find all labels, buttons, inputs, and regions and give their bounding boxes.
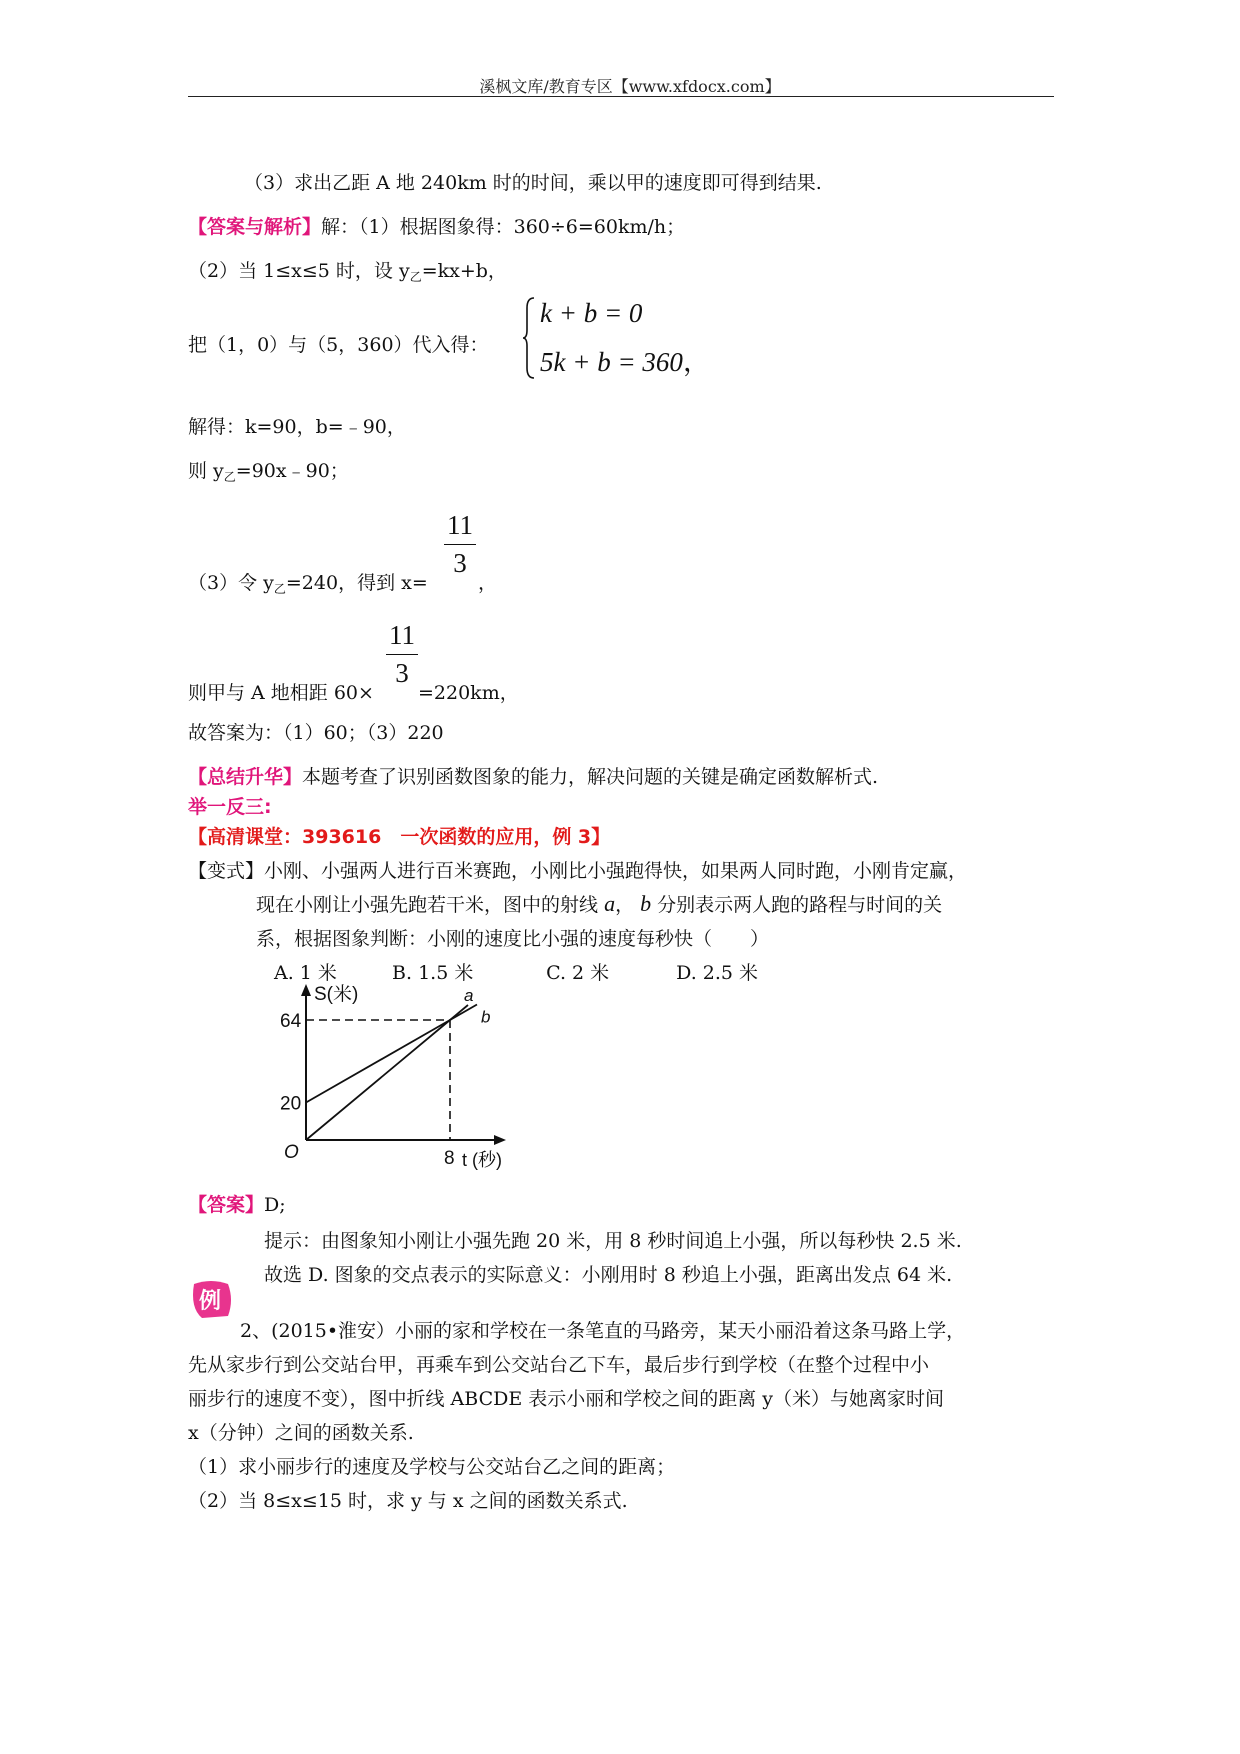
fraction-11-over-3: [382, 620, 422, 689]
choice-a: A. 1 米: [274, 962, 337, 984]
answer-analysis-tag: 【答案与解析】: [188, 216, 322, 238]
example-badge-label: 例: [199, 1289, 222, 1314]
variable-separator: ，: [615, 894, 635, 916]
fraction-11-over-3: [440, 510, 480, 579]
hint-line-1: 提示：由图象知小刚让小强先跑 20 米，用 8 秒时间追上小强，所以每秒快 2.5 米.: [264, 1230, 962, 1252]
example-line-4: x（分钟）之间的函数关系.: [188, 1422, 414, 1444]
y-tick-label: 20: [280, 1093, 302, 1115]
left-brace-icon: [522, 296, 536, 380]
fraction-numerator: 11: [447, 510, 473, 540]
subscript-yi: 乙: [409, 270, 422, 284]
variant-line-2-rest: 分别表示两人跑的路程与时间的关: [657, 894, 943, 916]
variant-line-2-text: 现在小刚让小强先跑若干米，图中的射线: [256, 894, 599, 916]
summary-line: [188, 762, 878, 789]
distance-time-chart: [280, 980, 506, 1170]
y-tick-label: 64: [280, 1011, 302, 1032]
variant-line-2: [256, 890, 942, 917]
answer-step-3: [188, 568, 428, 595]
question-1: （1）求小丽步行的速度及学校与公交站台乙之间的距离；: [188, 1456, 676, 1478]
series-line-a: [306, 1005, 468, 1140]
choice-d: D. 2.5 米: [676, 962, 759, 984]
solve-result: 解得：k=90，b=﹣90，: [188, 416, 406, 438]
substitution-line: 把（1，0）与（5，360）代入得：: [188, 334, 489, 356]
answer-step-2-text: （2）当 1≤x≤5 时，设 y: [188, 260, 410, 282]
fraction-denominator: 3: [453, 548, 467, 578]
answer-tag: 【答案】: [188, 1194, 265, 1216]
x-axis-arrow-icon: [494, 1135, 506, 1145]
example-badge-icon: [188, 1280, 234, 1320]
answer-step-3-text: （3）令 y: [188, 572, 274, 594]
x-axis-label: t (秒): [462, 1150, 502, 1170]
choice-c: C. 2 米: [546, 962, 610, 984]
summary-text: 本题考查了识别函数图象的能力，解决问题的关键是确定函数解析式.: [302, 766, 879, 788]
choice-b: B. 1.5 米: [392, 962, 474, 984]
series-label-a: a: [464, 986, 474, 1005]
header-rule: [188, 96, 1054, 97]
fraction-bar: [444, 544, 476, 545]
subscript-yi: 乙: [223, 470, 236, 484]
equation-1: k + b = 0: [540, 298, 643, 328]
fraction-bar: [386, 654, 418, 655]
function-result: [188, 456, 349, 483]
distance-result-value: =220km，: [418, 682, 519, 704]
fraction-denominator: 3: [395, 658, 409, 688]
hd-class-heading: 【高清课堂：393616 一次函数的应用，例 3】: [188, 826, 611, 848]
answer-step-2: [188, 256, 507, 283]
distance-result-text: 则甲与 A 地相距 60×: [188, 682, 374, 704]
function-result-text: 则 y: [188, 460, 224, 482]
final-answer: 故答案为：（1）60；（3）220: [188, 722, 444, 744]
answer-step-1: 解：（1）根据图象得：360÷6=60km/h；: [321, 216, 686, 238]
equation-system: [522, 296, 722, 380]
function-result-expr: =90x﹣90；: [235, 460, 349, 482]
equation-2-line: [540, 340, 710, 379]
page-header: 溪枫文库/教育专区【www.xfdocx.com】: [479, 77, 781, 96]
answer-step-3-comma: ，: [478, 572, 498, 594]
summary-tag: 【总结升华】: [188, 766, 303, 788]
subscript-yi: 乙: [273, 582, 286, 596]
hint-line-2: 故选 D. 图象的交点表示的实际意义：小刚用时 8 秒追上小强，距离出发点 64 米.: [264, 1264, 953, 1286]
series-label-b: b: [481, 1007, 491, 1027]
equation-comma: ，: [682, 347, 710, 377]
x-tick-label: 8: [444, 1148, 455, 1169]
chart-layer: [280, 983, 506, 1170]
fraction-numerator: 11: [389, 620, 415, 650]
example-line-3: 丽步行的速度不变），图中折线 ABCDE 表示小丽和学校之间的距离 y（米）与她离家时间: [188, 1388, 945, 1410]
answer-step-3-expr: =240，得到 x=: [285, 572, 428, 594]
question-2: （2）当 8≤x≤15 时，求 y 与 x 之间的函数关系式.: [188, 1490, 628, 1512]
example-line-2: 先从家步行到公交站台甲，再乘车到公交站台乙下车，最后步行到学校（在整个过程中小: [188, 1354, 930, 1376]
answer-value: D;: [264, 1194, 286, 1216]
y-axis-label: S(米): [314, 984, 359, 1005]
practice-heading: 举一反三:: [188, 796, 272, 818]
y-axis-arrow-icon: [301, 984, 311, 996]
origin-label: O: [284, 1142, 299, 1163]
answer-step-2-expr: =kx+b，: [421, 260, 507, 282]
example-line-1: 2、(2015•淮安）小丽的家和学校在一条笔直的马路旁，某天小丽沿着这条马路上学，: [240, 1320, 966, 1342]
equation-2: 5k + b = 360: [540, 347, 683, 377]
variant-line-1: 【变式】小刚、小强两人进行百米赛跑，小刚比小强跑得快，如果两人同时跑，小刚肯定赢，: [188, 860, 968, 882]
answer-analysis-line: [188, 212, 685, 239]
variable-b: b: [640, 891, 652, 916]
variant-line-3: 系，根据图象判断：小刚的速度比小强的速度每秒快（ ）: [256, 928, 770, 950]
solution-step-3-hint: （3）求出乙距 A 地 240km 时的时间，乘以甲的速度即可得到结果.: [244, 172, 822, 194]
variable-a: a: [604, 891, 616, 916]
answer-line: [188, 1190, 286, 1217]
